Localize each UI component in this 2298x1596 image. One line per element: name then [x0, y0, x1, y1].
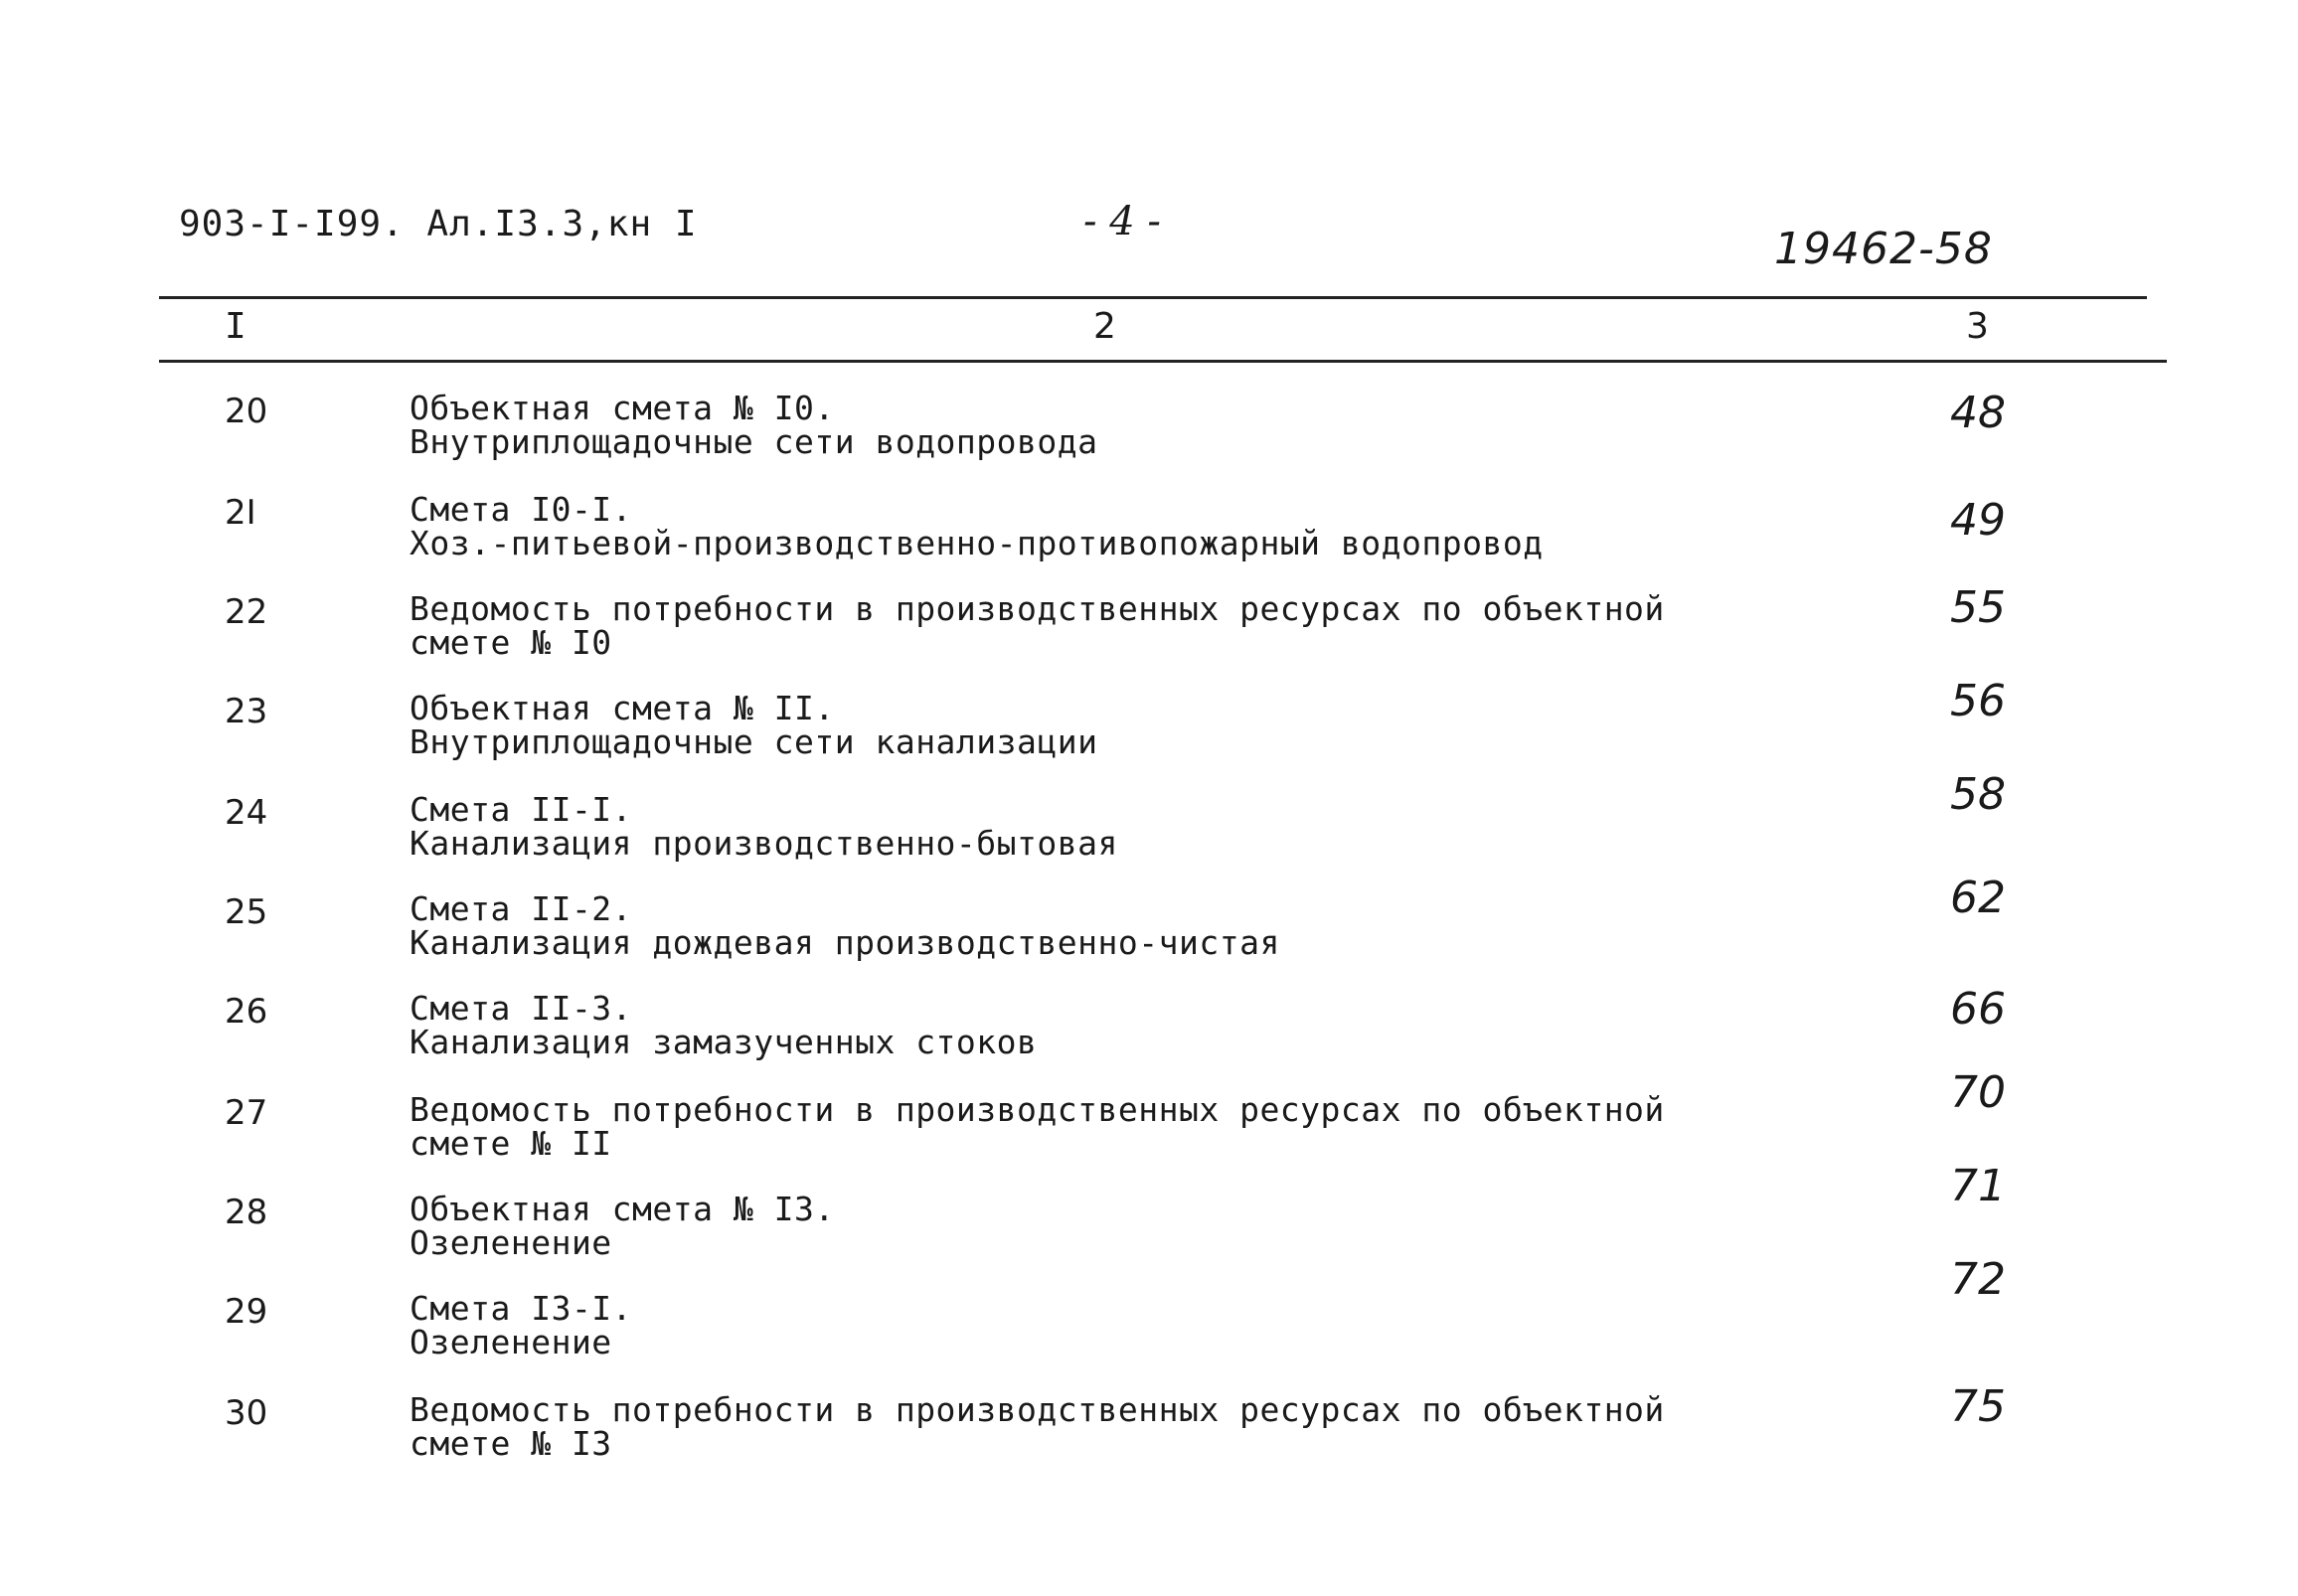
- row-description: [410, 389, 1761, 461]
- row-number: 26: [225, 992, 268, 1032]
- row-line: Канализация замазученных стоков: [410, 1023, 1038, 1061]
- row-line: Смета I0-I.: [410, 490, 633, 529]
- row-page: 70: [1950, 1067, 2006, 1118]
- row-line: Объектная смета № I0.: [410, 389, 835, 427]
- row-line: Объектная смета № II.: [410, 689, 835, 727]
- row-number: 20: [225, 392, 268, 431]
- row-description: [410, 1190, 1761, 1262]
- row-number: 22: [225, 592, 268, 632]
- row-page: 49: [1950, 495, 2006, 546]
- row-description: [410, 589, 1761, 662]
- column-header-2: 2: [1093, 306, 1116, 347]
- row-description: [410, 790, 1761, 863]
- row-line: Объектная смета № I3.: [410, 1190, 835, 1228]
- row-line: смете № II: [410, 1124, 612, 1163]
- row-page: 62: [1950, 873, 2006, 923]
- row-description: [410, 1090, 1761, 1163]
- row-description: [410, 889, 1761, 962]
- row-description: [410, 490, 1761, 562]
- row-line: Канализация дождевая производственно-чистая: [410, 923, 1280, 962]
- row-page: 48: [1950, 388, 2006, 438]
- row-number: 28: [225, 1193, 268, 1232]
- row-line: Смета II-I.: [410, 790, 633, 829]
- row-page: 66: [1950, 984, 2006, 1035]
- row-number: 25: [225, 892, 268, 932]
- row-number: 27: [225, 1093, 268, 1133]
- page-number: - 4 -: [1083, 199, 1161, 244]
- row-description: [410, 689, 1761, 761]
- row-number: 29: [225, 1292, 268, 1332]
- row-description: [410, 1390, 1761, 1463]
- archive-number: 19462-58: [1774, 224, 1993, 274]
- row-line: Канализация производственно-бытовая: [410, 824, 1118, 863]
- row-line: смете № I3: [410, 1424, 612, 1463]
- row-number: 2I: [225, 493, 256, 533]
- row-page: 56: [1950, 676, 2006, 726]
- row-description: [410, 989, 1761, 1061]
- row-page: 71: [1950, 1161, 2006, 1211]
- doc-code: 903-I-I99. Ал.I3.3,кн I: [179, 204, 698, 244]
- row-number: 30: [225, 1393, 268, 1433]
- row-description: [410, 1289, 1761, 1361]
- row-page: 75: [1950, 1381, 2006, 1432]
- row-line: Ведомость потребности в производственных ресурсах по объектной: [410, 1390, 1665, 1429]
- row-line: Ведомость потребности в производственных ресурсах по объектной: [410, 1090, 1665, 1129]
- table-top-rule: [159, 296, 2147, 299]
- row-number: 23: [225, 692, 268, 731]
- row-line: Внутриплощадочные сети канализации: [410, 722, 1098, 761]
- row-line: Ведомость потребности в производственных ресурсах по объектной: [410, 589, 1665, 628]
- row-line: Озеленение: [410, 1223, 612, 1262]
- row-line: Смета II-3.: [410, 989, 633, 1028]
- row-line: Озеленение: [410, 1323, 612, 1361]
- row-line: Внутриплощадочные сети водопровода: [410, 422, 1098, 461]
- column-header-3: 3: [1966, 306, 1989, 347]
- row-line: Хоз.-питьевой-производственно-противопожарный водопровод: [410, 524, 1544, 562]
- row-page: 58: [1950, 769, 2006, 820]
- row-page: 55: [1950, 582, 2006, 633]
- row-number: 24: [225, 793, 268, 833]
- row-line: смете № I0: [410, 623, 612, 662]
- column-header-1: I: [225, 306, 246, 347]
- row-page: 72: [1950, 1254, 2006, 1305]
- table-header-rule: [159, 360, 2167, 363]
- row-line: Смета II-2.: [410, 889, 633, 928]
- row-line: Смета I3-I.: [410, 1289, 633, 1328]
